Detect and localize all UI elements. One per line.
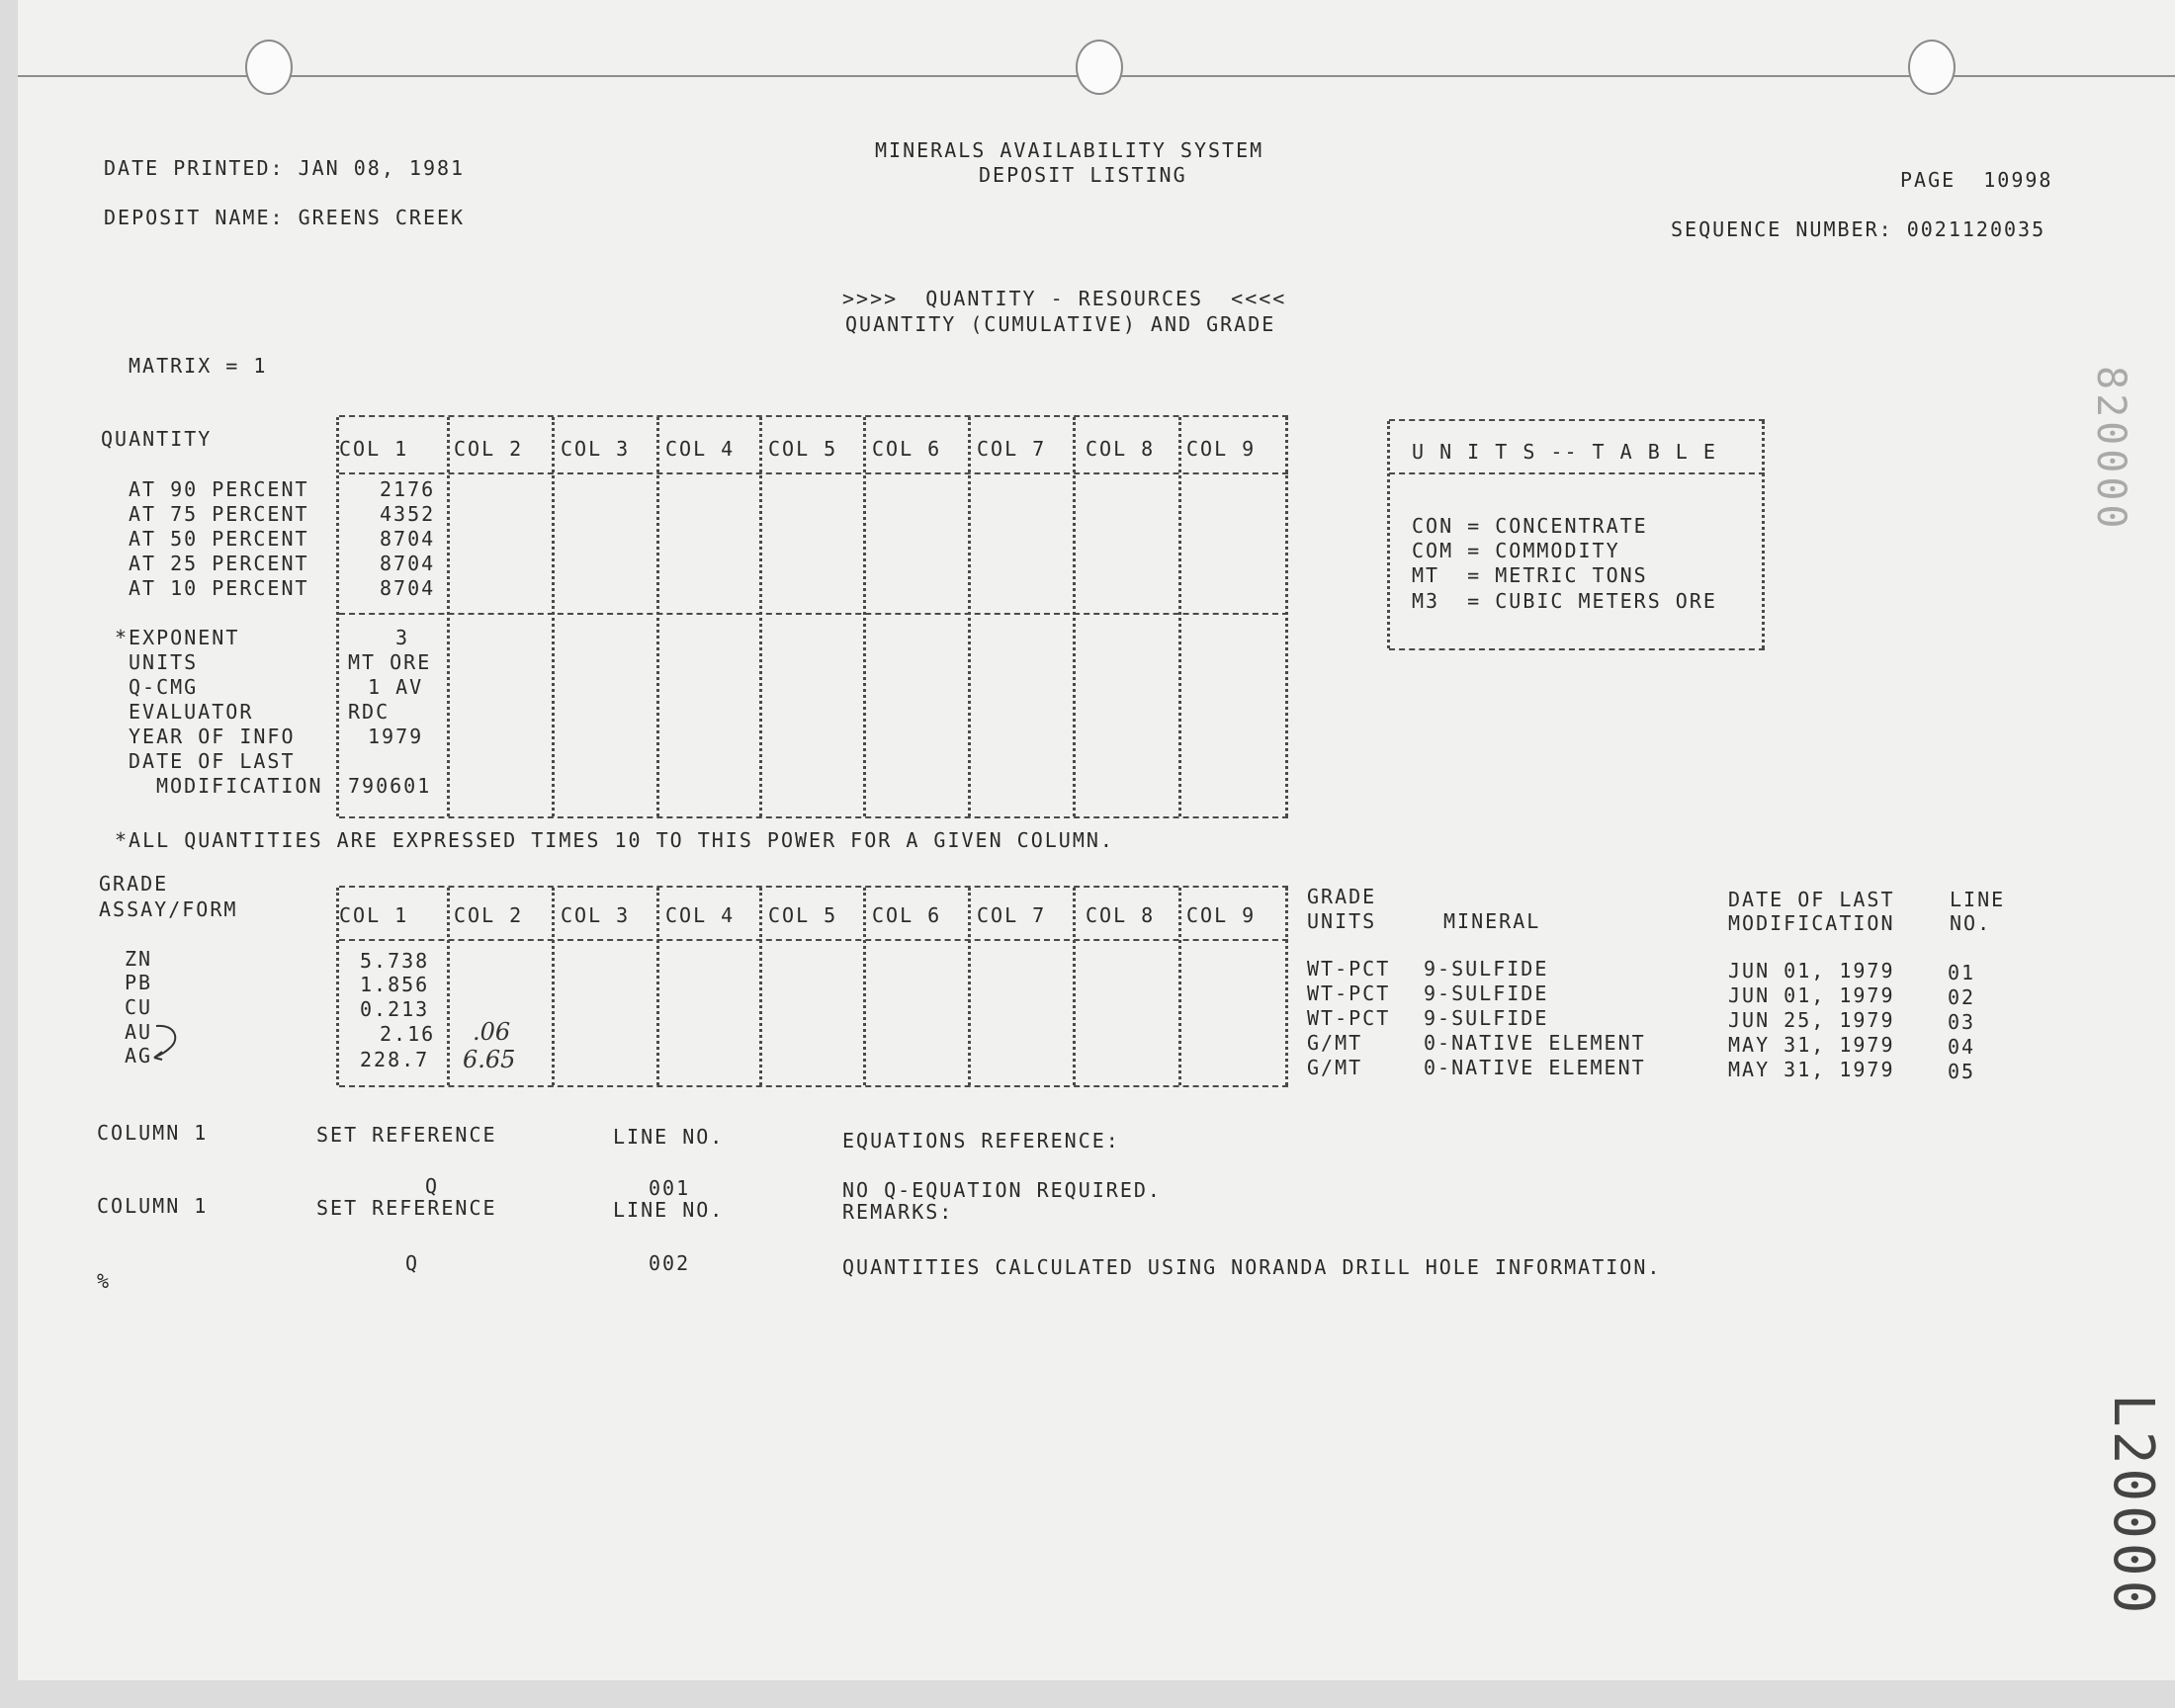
column-separator (447, 417, 450, 816)
mineral: 9-SULFIDE (1424, 957, 1549, 981)
quantity-value: 8704 (380, 576, 436, 600)
column-separator (1073, 417, 1076, 816)
date-printed: DATE PRINTED: JAN 08, 1981 (104, 156, 466, 180)
column-header: COL 6 (872, 437, 942, 461)
sequence-number: SEQUENCE NUMBER: 0021120035 (1671, 217, 2046, 241)
mineral: 0-NATIVE ELEMENT (1424, 1031, 1646, 1055)
column-separator (1073, 888, 1076, 1085)
column-header: COL 6 (872, 903, 942, 927)
set-reference-value: Q (405, 1251, 420, 1275)
assay-form-label: ASSAY/FORM (99, 897, 238, 921)
meta-value: 790601 (348, 774, 432, 798)
punch-hole (245, 40, 293, 95)
column-separator (759, 888, 762, 1085)
quantity-value: 8704 (380, 527, 436, 551)
units-table-border (1387, 421, 1390, 648)
units-table-rule (1389, 648, 1765, 650)
punch-hole (1908, 40, 1956, 95)
line-no: 02 (1948, 985, 1976, 1009)
grade-value: 2.16 (380, 1022, 436, 1046)
line-no-header: LINE (1950, 888, 2006, 911)
column-separator (968, 888, 971, 1085)
handwritten-arrow-icon (148, 1022, 188, 1064)
grade-units: WT-PCT (1307, 1006, 1391, 1030)
page-stamp-top: 820000 (2088, 366, 2133, 533)
column-header: COL 1 (339, 437, 409, 461)
grade-units-header: GRADE (1307, 885, 1377, 908)
line-no-label: LINE NO. (613, 1125, 725, 1149)
remarks-text: QUANTITIES CALCULATED USING NORANDA DRILL HOLE INFORMATION. (842, 1255, 1662, 1279)
mineral: 9-SULFIDE (1424, 982, 1549, 1005)
line-no-value: 001 (649, 1176, 691, 1200)
element-label: AG (125, 1044, 153, 1068)
date-header: MODIFICATION (1728, 911, 1895, 935)
meta-value: 1979 (368, 725, 424, 748)
column-header: COL 5 (768, 903, 838, 927)
column-separator (1178, 417, 1181, 816)
percent-sign: % (97, 1269, 112, 1293)
column-header: COL 1 (339, 903, 409, 927)
column-separator (552, 888, 555, 1085)
column-separator (863, 888, 866, 1085)
column-separator (1285, 417, 1288, 816)
quantity-row-label: AT 75 PERCENT (129, 502, 309, 526)
units-table-border (1762, 421, 1765, 648)
mineral-header: MINERAL (1443, 909, 1541, 933)
column-separator (336, 417, 339, 816)
line-no: 04 (1948, 1035, 1976, 1059)
quantity-row-label: AT 10 PERCENT (129, 576, 309, 600)
modification-date: JUN 01, 1979 (1728, 959, 1895, 982)
grade-units: WT-PCT (1307, 982, 1391, 1005)
column-header: COL 5 (768, 437, 838, 461)
date-header: DATE OF LAST (1728, 888, 1895, 911)
column-header: COL 9 (1186, 903, 1257, 927)
grade-value: 0.213 (360, 997, 430, 1021)
element-label: CU (125, 995, 153, 1019)
column-separator (1285, 888, 1288, 1085)
column-header: COL 7 (977, 903, 1047, 927)
table-rule (339, 613, 1288, 615)
units-entry: M3 = CUBIC METERS ORE (1412, 589, 1717, 613)
column-header: COL 8 (1086, 437, 1156, 461)
handwritten-note: .06 (473, 1018, 511, 1046)
mineral: 9-SULFIDE (1424, 1006, 1549, 1030)
table-rule (339, 939, 1288, 941)
equations-reference-label: EQUATIONS REFERENCE: (842, 1129, 1120, 1153)
meta-row-label: YEAR OF INFO (129, 725, 296, 748)
meta-value: RDC (348, 700, 391, 724)
remarks-label: REMARKS: (842, 1200, 954, 1224)
punch-hole (1076, 40, 1123, 95)
table-rule (339, 816, 1288, 818)
line-no: 01 (1948, 961, 1976, 984)
column-separator (968, 417, 971, 816)
modification-date: MAY 31, 1979 (1728, 1033, 1895, 1057)
page-stamp-bottom: L20000 (2101, 1394, 2165, 1618)
column-header: COL 7 (977, 437, 1047, 461)
quantity-row-label: AT 50 PERCENT (129, 527, 309, 551)
element-label: AU (125, 1020, 153, 1044)
modification-date: JUN 25, 1979 (1728, 1008, 1895, 1032)
quantity-row-label: AT 25 PERCENT (129, 552, 309, 575)
column-header: COL 2 (454, 437, 524, 461)
handwritten-note: 6.65 (463, 1046, 516, 1073)
quantity-value: 8704 (380, 552, 436, 575)
equation-text: NO Q-EQUATION REQUIRED. (842, 1178, 1162, 1202)
set-reference-value: Q (425, 1174, 440, 1198)
meta-row-label: EVALUATOR (129, 700, 254, 724)
meta-value: 3 (395, 626, 410, 649)
column-header: COL 2 (454, 903, 524, 927)
grade-units: WT-PCT (1307, 957, 1391, 981)
units-entry: CON = CONCENTRATE (1412, 514, 1648, 538)
modification-date: JUN 01, 1979 (1728, 983, 1895, 1007)
column-label: COLUMN 1 (97, 1194, 209, 1218)
column-header: COL 4 (665, 903, 736, 927)
line-no-value: 002 (649, 1251, 691, 1275)
units-table-rule (1389, 419, 1765, 421)
units-entry: MT = METRIC TONS (1412, 563, 1648, 587)
column-header: COL 3 (561, 437, 631, 461)
line-no-label: LINE NO. (613, 1198, 725, 1222)
units-table-rule (1389, 472, 1765, 474)
column-header: COL 9 (1186, 437, 1257, 461)
line-no-header: NO. (1950, 911, 1992, 935)
quantity-value: 4352 (380, 502, 436, 526)
column-separator (759, 417, 762, 816)
mineral: 0-NATIVE ELEMENT (1424, 1056, 1646, 1079)
column-header: COL 4 (665, 437, 736, 461)
deposit-name: DEPOSIT NAME: GREENS CREEK (104, 206, 466, 229)
table-rule (339, 1085, 1288, 1087)
grade-units-header: UNITS (1307, 909, 1377, 933)
meta-value: MT ORE (348, 650, 432, 674)
listing-title: DEPOSIT LISTING (979, 163, 1187, 187)
units-entry: COM = COMMODITY (1412, 539, 1620, 562)
matrix-label: MATRIX = 1 (129, 354, 268, 378)
quantity-label: QUANTITY (101, 427, 213, 451)
modification-date: MAY 31, 1979 (1728, 1058, 1895, 1081)
column-separator (552, 417, 555, 816)
quantity-footnote: *ALL QUANTITIES ARE EXPRESSED TIMES 10 TO THIS POWER FOR A GIVEN COLUMN. (115, 828, 1114, 852)
column-separator (1178, 888, 1181, 1085)
grade-value: 5.738 (360, 949, 430, 973)
line-no: 03 (1948, 1010, 1976, 1034)
grade-units: G/MT (1307, 1031, 1363, 1055)
meta-row-label: *EXPONENT (115, 626, 240, 649)
set-reference-label: SET REFERENCE (316, 1196, 497, 1220)
column-separator (447, 888, 450, 1085)
section-title: >>>> QUANTITY - RESOURCES <<<< (842, 287, 1287, 310)
table-rule (339, 472, 1288, 474)
element-label: PB (125, 971, 153, 994)
units-table-title: U N I T S -- T A B L E (1412, 440, 1717, 464)
meta-value: 1 AV (368, 675, 424, 699)
meta-row-label: MODIFICATION (156, 774, 323, 798)
column-separator (656, 417, 659, 816)
set-reference-label: SET REFERENCE (316, 1123, 497, 1147)
meta-row-label: DATE OF LAST (129, 749, 296, 773)
table-rule (339, 415, 1288, 417)
column-label: COLUMN 1 (97, 1121, 209, 1145)
grade-value: 228.7 (360, 1048, 430, 1071)
column-separator (863, 417, 866, 816)
element-label: ZN (125, 947, 153, 971)
column-header: COL 8 (1086, 903, 1156, 927)
grade-label: GRADE (99, 872, 169, 896)
page-number: PAGE 10998 (1900, 168, 2053, 192)
grade-units: G/MT (1307, 1056, 1363, 1079)
grade-value: 1.856 (360, 973, 430, 996)
quantity-row-label: AT 90 PERCENT (129, 477, 309, 501)
meta-row-label: UNITS (129, 650, 199, 674)
section-subtitle: QUANTITY (CUMULATIVE) AND GRADE (845, 312, 1276, 336)
line-no: 05 (1948, 1060, 1976, 1083)
meta-row-label: Q-CMG (129, 675, 199, 699)
column-separator (336, 888, 339, 1085)
table-rule (339, 886, 1288, 888)
column-header: COL 3 (561, 903, 631, 927)
system-title: MINERALS AVAILABILITY SYSTEM (875, 138, 1264, 162)
quantity-value: 2176 (380, 477, 436, 501)
column-separator (656, 888, 659, 1085)
